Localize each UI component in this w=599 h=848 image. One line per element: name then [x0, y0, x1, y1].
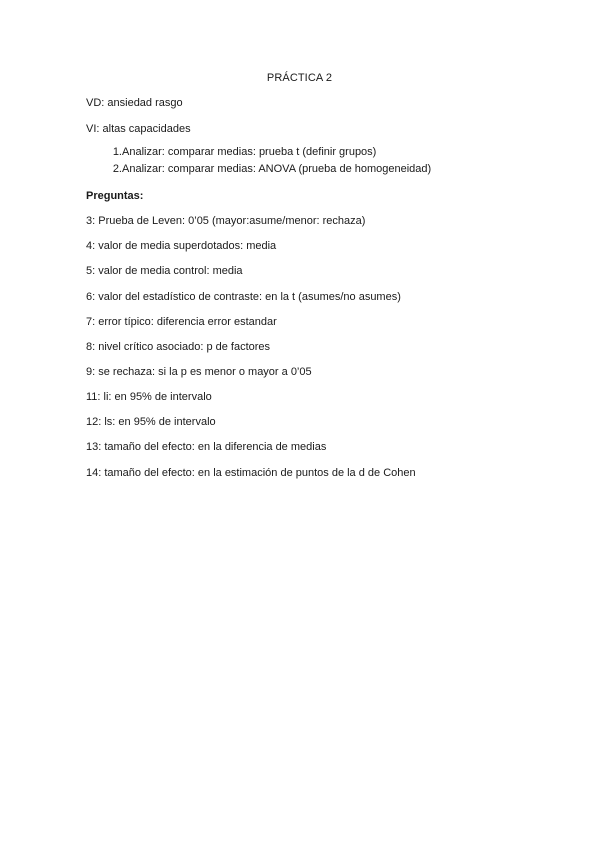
question-line: 6: valor del estadístico de contraste: en la t (asumes/no asumes): [86, 291, 401, 303]
question-line: 14: tamaño del efecto: en la estimación de puntos de la d de Cohen: [86, 467, 416, 479]
question-line: 9: se rechaza: si la p es menor o mayor a 0’05: [86, 366, 312, 378]
question-line: 4: valor de media superdotados: media: [86, 240, 277, 252]
independent-variable-line: VI: altas capacidades: [86, 123, 191, 135]
list-item-number: 1.: [112, 146, 122, 158]
dependent-variable-line: VD: ansiedad rasgo: [86, 97, 183, 109]
question-line: 7: error típico: diferencia error estandar: [86, 316, 277, 328]
list-item-text: Analizar: comparar medias: prueba t (definir grupos): [122, 146, 377, 158]
question-line: 3: Prueba de Leven: 0’05 (mayor:asume/menor: rechaza): [86, 215, 366, 227]
analysis-steps-list: [86, 146, 432, 180]
document-title: PRÁCTICA 2: [266, 72, 333, 84]
list-item: [86, 146, 377, 163]
question-line: 11: li: en 95% de intervalo: [86, 391, 212, 403]
questions-heading: Preguntas:: [86, 190, 144, 202]
question-line: 12: ls: en 95% de intervalo: [86, 416, 216, 428]
list-item-number: 2.: [112, 163, 122, 175]
list-item: [86, 163, 432, 180]
question-line: 5: valor de media control: media: [86, 265, 243, 277]
list-item-text: Analizar: comparar medias: ANOVA (prueba de homogeneidad): [122, 163, 432, 175]
question-line: 8: nivel crítico asociado: p de factores: [86, 341, 271, 353]
question-line: 13: tamaño del efecto: en la diferencia de medias: [86, 441, 327, 453]
